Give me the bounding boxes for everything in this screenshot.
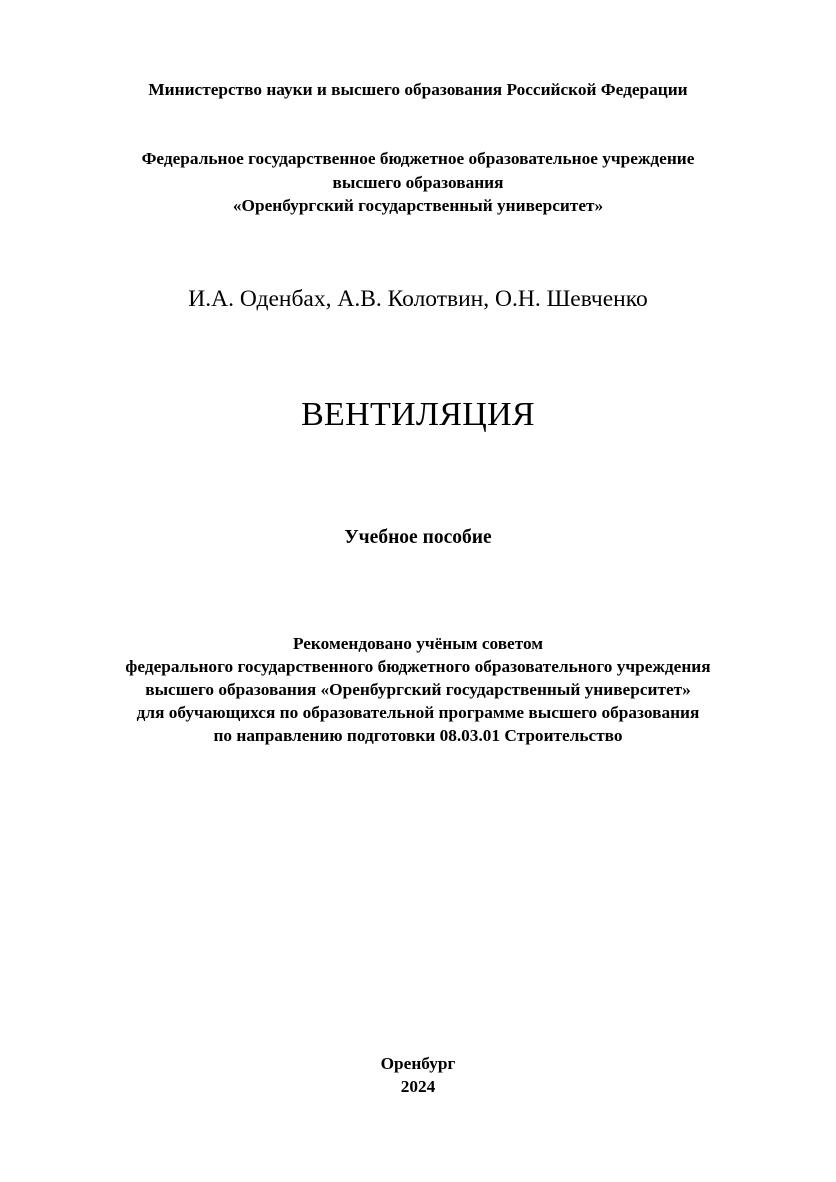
institution-line: «Оренбургский государственный университет» <box>232 196 604 215</box>
authors: И.А. Оденбах, А.В. Колотвин, О.Н. Шевченко <box>188 286 648 312</box>
recommendation-line: федерального государственного бюджетного образовательного учреждения <box>125 657 711 676</box>
institution-line: Федеральное государственное бюджетное образовательное учреждение <box>141 149 695 168</box>
book-title: ВЕНТИЛЯЦИЯ <box>301 396 535 433</box>
imprint-year: 2024 <box>400 1077 436 1096</box>
recommendation-line: высшего образования «Оренбургский государственный университет» <box>145 680 691 699</box>
book-subtitle: Учебное пособие <box>344 527 492 548</box>
institution-line: высшего образования <box>332 173 504 192</box>
recommendation-line: по направлению подготовки 08.03.01 Строительство <box>213 726 623 745</box>
recommendation-line: Рекомендовано учёным советом <box>292 634 544 653</box>
ministry-line: Министерство науки и высшего образования Российской Федерации <box>148 80 688 99</box>
recommendation-line: для обучающихся по образовательной программе высшего образования <box>136 703 700 722</box>
imprint-city: Оренбург <box>380 1054 456 1073</box>
